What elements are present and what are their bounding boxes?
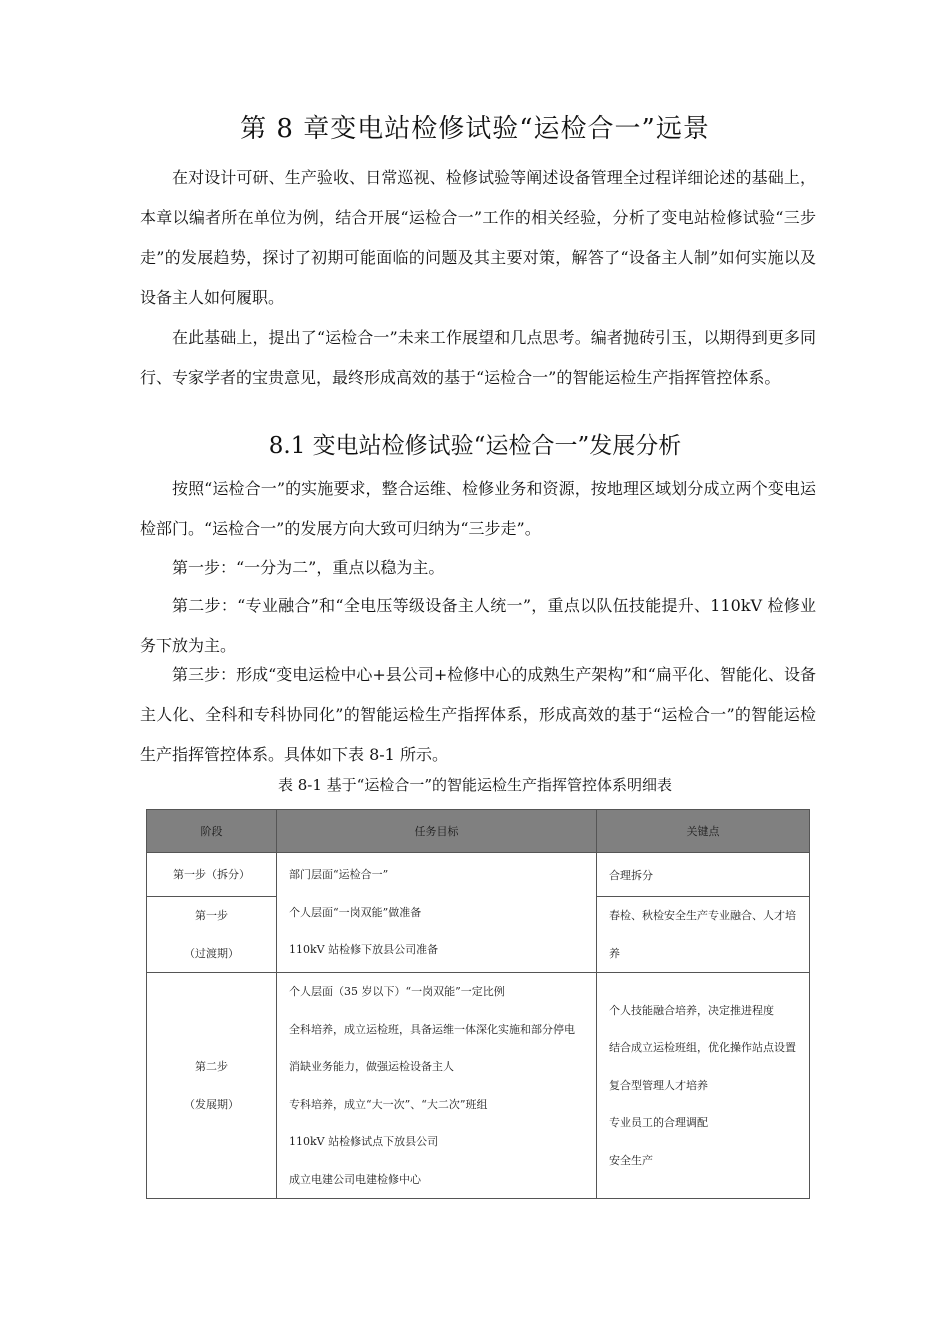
key-line: 个人技能融合培养，决定推进程度: [609, 1003, 774, 1017]
body-paragraph-3: 第二步：“专业融合”和“全电压等级设备主人统一”，重点以队伍技能提升、110kV 检修业务下放为主。: [140, 596, 816, 655]
task-line: 110kV 站检修试点下放县公司: [289, 1135, 439, 1148]
stage-line: （发展期）: [184, 1097, 239, 1111]
intro-paragraph-1: 在对设计可研、生产验收、日常巡视、检修试验等阐述设备管理全过程详细论述的基础上，本章以编者所在单位为例，结合开展“运检合一”工作的相关经验，分析了变电站检修试验“三步走”的发展趋势，探讨了初期可能面临的问题及其主要对策，解答了“设备主人制”如何实施以及设备主人如何履职。: [140, 168, 816, 307]
detail-table: [146, 809, 810, 1199]
task-line: 部门层面“运检合一”: [289, 868, 389, 882]
stage-line: 第一步: [195, 909, 228, 922]
stage-line: （过渡期）: [184, 946, 239, 960]
task-line: 个人层面“一岗双能”做准备: [289, 905, 422, 919]
key-line: 春检、秋检安全生产专业融合、人才培养: [609, 909, 796, 960]
stage-cell: 第一步（拆分）: [147, 853, 277, 897]
task-cell: [277, 973, 597, 1199]
chapter-title: 第 8 章变电站检修试验“运检合一”远景: [240, 114, 710, 144]
stage-cell: [147, 973, 277, 1199]
key-line: 结合成立运检班组，优化操作站点设置: [609, 1041, 796, 1055]
task-line: 个人层面（35 岁以下）“一岗双能”一定比例: [289, 985, 505, 998]
key-cell: [597, 897, 810, 973]
body-paragraph-2: 第一步：“一分为二”，重点以稳为主。: [172, 558, 445, 577]
task-cell: [277, 853, 597, 973]
key-line: 复合型管理人才培养: [609, 1078, 708, 1092]
stage-cell: [147, 897, 277, 973]
table-row: [147, 973, 810, 1199]
table-header-row: [147, 810, 810, 853]
table-row: [147, 853, 810, 897]
key-line: 安全生产: [609, 1153, 653, 1167]
header-task-goal: 任务目标: [277, 810, 597, 853]
key-cell: 合理拆分: [597, 853, 810, 897]
task-line: 成立电建公司电建检修中心: [289, 1172, 421, 1186]
key-cell: [597, 973, 810, 1199]
task-line: 全科培养，成立运检班，具备运维一体深化实施和部分停电消缺业务能力，做强运检设备主人: [289, 1022, 575, 1073]
task-line: 110kV 站检修下放县公司准备: [289, 943, 439, 957]
section-title: 8.1 变电站检修试验“运检合一”发展分析: [268, 433, 682, 459]
header-stage: 阶段: [147, 810, 277, 853]
body-paragraph-1: 按照“运检合一”的实施要求，整合运维、检修业务和资源，按地理区域划分成立两个变电运检部门。“运检合一”的发展方向大致可归纳为“三步走”。: [140, 479, 816, 538]
intro-paragraph-2: 在此基础上，提出了“运检合一”未来工作展望和几点思考。编者抛砖引玉，以期得到更多同行、专家学者的宝贵意见，最终形成高效的基于“运检合一”的智能运检生产指挥管控体系。: [140, 328, 816, 387]
key-line: 专业员工的合理调配: [609, 1116, 708, 1130]
task-line: 专科培养，成立“大一次”、“大二次”班组: [289, 1097, 488, 1111]
header-key-point: 关键点: [597, 810, 810, 853]
stage-line: 第二步: [195, 1060, 228, 1073]
table-caption: 表 8-1 基于“运检合一”的智能运检生产指挥管控体系明细表: [277, 776, 673, 794]
body-paragraph-4: 第三步：形成“变电运检中心+县公司+检修中心的成熟生产架构”和“扁平化、智能化、设备主人化、全科和专科协同化”的智能运检生产指挥体系，形成高效的基于“运检合一”的智能运检生产指挥管控体系。具体如下表 8-1 所示。: [140, 665, 816, 764]
